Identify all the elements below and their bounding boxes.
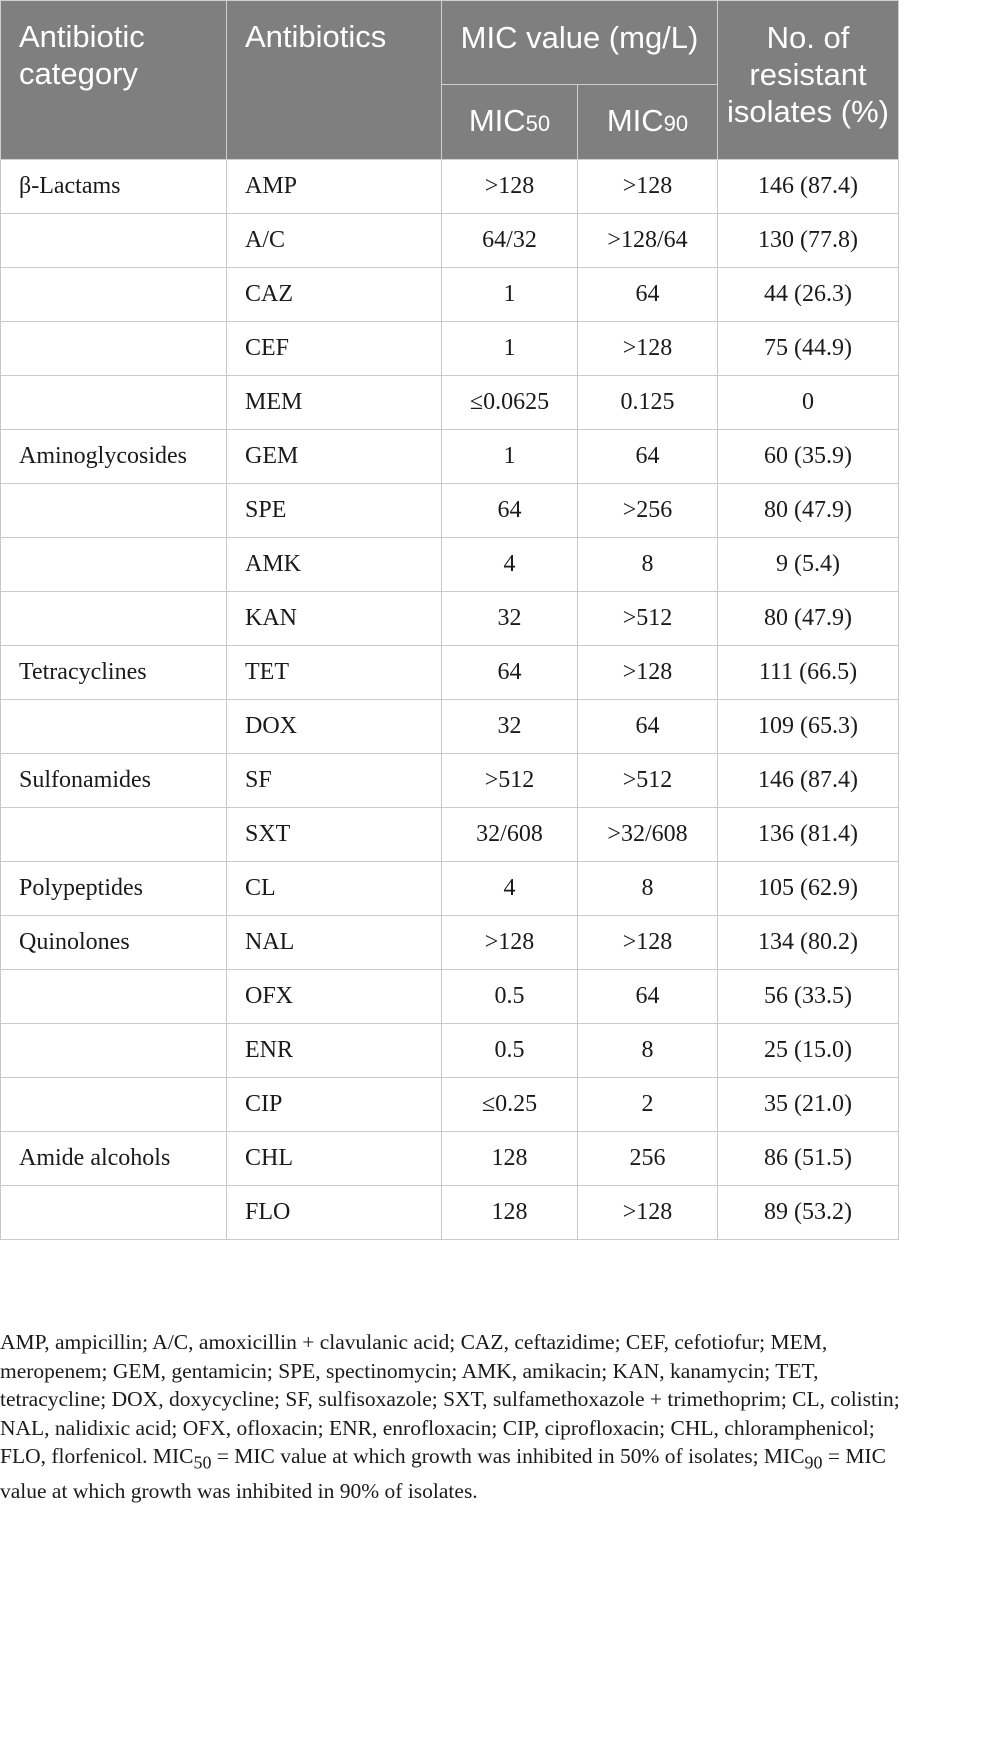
cell-mic50: 0.5: [442, 1024, 578, 1078]
cell-category: Polypeptides: [1, 862, 227, 916]
table-row: [1, 970, 899, 1024]
header-antibiotics: Antibiotics: [227, 1, 442, 160]
footnote-mic90-definition: = MIC value at which growth was inhibited in 90% of isolates.: [0, 1444, 886, 1503]
cell-antibiotic: CHL: [227, 1132, 442, 1186]
cell-mic90: >128/64: [578, 214, 718, 268]
header-mic90-subscript: 90: [663, 111, 689, 136]
cell-antibiotic: MEM: [227, 376, 442, 430]
cell-resistant: 9 (5.4): [718, 538, 899, 592]
cell-mic90: >128: [578, 646, 718, 700]
cell-mic50: 64/32: [442, 214, 578, 268]
cell-mic90: 256: [578, 1132, 718, 1186]
cell-category: Quinolones: [1, 916, 227, 970]
header-mic-value: MIC value (mg/L): [442, 1, 718, 85]
footnote-mic50-subscript: 50: [193, 1452, 212, 1473]
cell-resistant: 86 (51.5): [718, 1132, 899, 1186]
cell-mic90: 64: [578, 430, 718, 484]
cell-category: [1, 1186, 227, 1240]
cell-mic50: >512: [442, 754, 578, 808]
cell-resistant: 109 (65.3): [718, 700, 899, 754]
table-row: [1, 214, 899, 268]
table-row: [1, 700, 899, 754]
table-row: [1, 160, 899, 214]
table-header: [1, 1, 899, 160]
table-row: [1, 862, 899, 916]
cell-category: [1, 808, 227, 862]
cell-mic90: >512: [578, 592, 718, 646]
cell-antibiotic: NAL: [227, 916, 442, 970]
cell-mic50: 32: [442, 700, 578, 754]
footnote-abbreviations: AMP, ampicillin; A/C, amoxicillin + clavulanic acid; CAZ, ceftazidime; CEF, cefotiofur; MEM, meropenem; GEM, gentamicin; SPE, spectinomycin; AMK, amikacin; KAN, kanamycin; TET, tetracycline; DOX, doxycycline; SF, sulfisoxazole; SXT, sulfamethoxazole + trimethoprim; CL, colistin; NAL, nalidixic acid; OFX, ofloxacin; ENR, enrofloxacin; CIP, ciprofloxacin; CHL, chloramphenicol; FLO, florfenicol.: [0, 1330, 900, 1468]
cell-antibiotic: TET: [227, 646, 442, 700]
table-row: [1, 268, 899, 322]
cell-resistant: 44 (26.3): [718, 268, 899, 322]
cell-mic90: 2: [578, 1078, 718, 1132]
cell-antibiotic: CEF: [227, 322, 442, 376]
table-row: [1, 646, 899, 700]
cell-mic90: 64: [578, 700, 718, 754]
cell-mic50: 4: [442, 862, 578, 916]
footnote-mic90-subscript: 90: [804, 1452, 823, 1473]
cell-resistant: 35 (21.0): [718, 1078, 899, 1132]
cell-resistant: 134 (80.2): [718, 916, 899, 970]
footnote-text: [0, 1328, 900, 1505]
cell-antibiotic: KAN: [227, 592, 442, 646]
cell-mic90: >128: [578, 916, 718, 970]
cell-mic90: 0.125: [578, 376, 718, 430]
cell-mic90: 8: [578, 538, 718, 592]
cell-resistant: 56 (33.5): [718, 970, 899, 1024]
cell-mic50: 1: [442, 430, 578, 484]
cell-resistant: 80 (47.9): [718, 592, 899, 646]
cell-category: Tetracyclines: [1, 646, 227, 700]
cell-antibiotic: GEM: [227, 430, 442, 484]
cell-antibiotic: FLO: [227, 1186, 442, 1240]
table-row: [1, 592, 899, 646]
cell-mic50: >128: [442, 160, 578, 214]
cell-antibiotic: A/C: [227, 214, 442, 268]
cell-mic50: 0.5: [442, 970, 578, 1024]
cell-category: [1, 322, 227, 376]
cell-category: [1, 484, 227, 538]
cell-antibiotic: AMK: [227, 538, 442, 592]
cell-mic50: 32/608: [442, 808, 578, 862]
cell-mic50: 32: [442, 592, 578, 646]
cell-mic90: >128: [578, 160, 718, 214]
cell-category: [1, 700, 227, 754]
table-footnote: [0, 1328, 900, 1505]
cell-mic90: >256: [578, 484, 718, 538]
header-mic50-subscript: 50: [525, 111, 551, 136]
cell-resistant: 130 (77.8): [718, 214, 899, 268]
table-row: [1, 1078, 899, 1132]
cell-mic90: >128: [578, 1186, 718, 1240]
cell-antibiotic: SPE: [227, 484, 442, 538]
cell-mic50: 128: [442, 1186, 578, 1240]
header-antibiotic-category: Antibiotic category: [1, 1, 227, 160]
table-row: [1, 1024, 899, 1078]
table-body: [1, 160, 899, 1240]
header-mic50-label: MIC: [468, 103, 526, 138]
cell-mic50: >128: [442, 916, 578, 970]
cell-antibiotic: DOX: [227, 700, 442, 754]
cell-antibiotic: CL: [227, 862, 442, 916]
cell-resistant: 89 (53.2): [718, 1186, 899, 1240]
cell-category: Aminoglycosides: [1, 430, 227, 484]
cell-mic90: 8: [578, 1024, 718, 1078]
footnote-mic50-definition: = MIC value at which growth was inhibited in 50% of isolates;: [211, 1444, 759, 1468]
cell-resistant: 136 (81.4): [718, 808, 899, 862]
cell-resistant: 80 (47.9): [718, 484, 899, 538]
cell-category: [1, 970, 227, 1024]
table-row: [1, 322, 899, 376]
table-row: [1, 754, 899, 808]
cell-category: β-Lactams: [1, 160, 227, 214]
cell-category: [1, 1078, 227, 1132]
cell-antibiotic: CAZ: [227, 268, 442, 322]
cell-mic90: >128: [578, 322, 718, 376]
footnote-mic90-label: MIC: [763, 1444, 805, 1468]
table-row: [1, 808, 899, 862]
cell-resistant: 60 (35.9): [718, 430, 899, 484]
table-row: [1, 376, 899, 430]
footnote-mic50-label: MIC: [152, 1444, 194, 1468]
cell-resistant: 75 (44.9): [718, 322, 899, 376]
cell-resistant: 105 (62.9): [718, 862, 899, 916]
cell-antibiotic: CIP: [227, 1078, 442, 1132]
table-row: [1, 538, 899, 592]
cell-category: [1, 376, 227, 430]
cell-category: [1, 268, 227, 322]
cell-antibiotic: ENR: [227, 1024, 442, 1078]
cell-mic90: 8: [578, 862, 718, 916]
header-mic50: [442, 85, 578, 160]
cell-category: Amide alcohols: [1, 1132, 227, 1186]
cell-mic50: 64: [442, 646, 578, 700]
cell-category: [1, 214, 227, 268]
cell-mic50: ≤0.0625: [442, 376, 578, 430]
cell-mic50: ≤0.25: [442, 1078, 578, 1132]
table-row: [1, 916, 899, 970]
cell-category: [1, 592, 227, 646]
cell-mic50: 1: [442, 268, 578, 322]
cell-antibiotic: SF: [227, 754, 442, 808]
cell-mic90: 64: [578, 268, 718, 322]
cell-resistant: 111 (66.5): [718, 646, 899, 700]
cell-resistant: 146 (87.4): [718, 160, 899, 214]
cell-category: [1, 538, 227, 592]
cell-resistant: 25 (15.0): [718, 1024, 899, 1078]
cell-mic90: >32/608: [578, 808, 718, 862]
cell-category: Sulfonamides: [1, 754, 227, 808]
cell-mic50: 64: [442, 484, 578, 538]
cell-antibiotic: AMP: [227, 160, 442, 214]
cell-antibiotic: OFX: [227, 970, 442, 1024]
table-row: [1, 1132, 899, 1186]
cell-resistant: 146 (87.4): [718, 754, 899, 808]
table-row: [1, 430, 899, 484]
cell-mic50: 4: [442, 538, 578, 592]
table-row: [1, 484, 899, 538]
cell-mic50: 1: [442, 322, 578, 376]
header-resistant-isolates: No. of resistant isolates (%): [718, 1, 899, 160]
table-row: [1, 1186, 899, 1240]
header-mic90-label: MIC: [606, 103, 664, 138]
cell-resistant: 0: [718, 376, 899, 430]
cell-mic90: >512: [578, 754, 718, 808]
cell-mic50: 128: [442, 1132, 578, 1186]
cell-antibiotic: SXT: [227, 808, 442, 862]
cell-mic90: 64: [578, 970, 718, 1024]
header-mic90: [578, 85, 718, 160]
cell-category: [1, 1024, 227, 1078]
